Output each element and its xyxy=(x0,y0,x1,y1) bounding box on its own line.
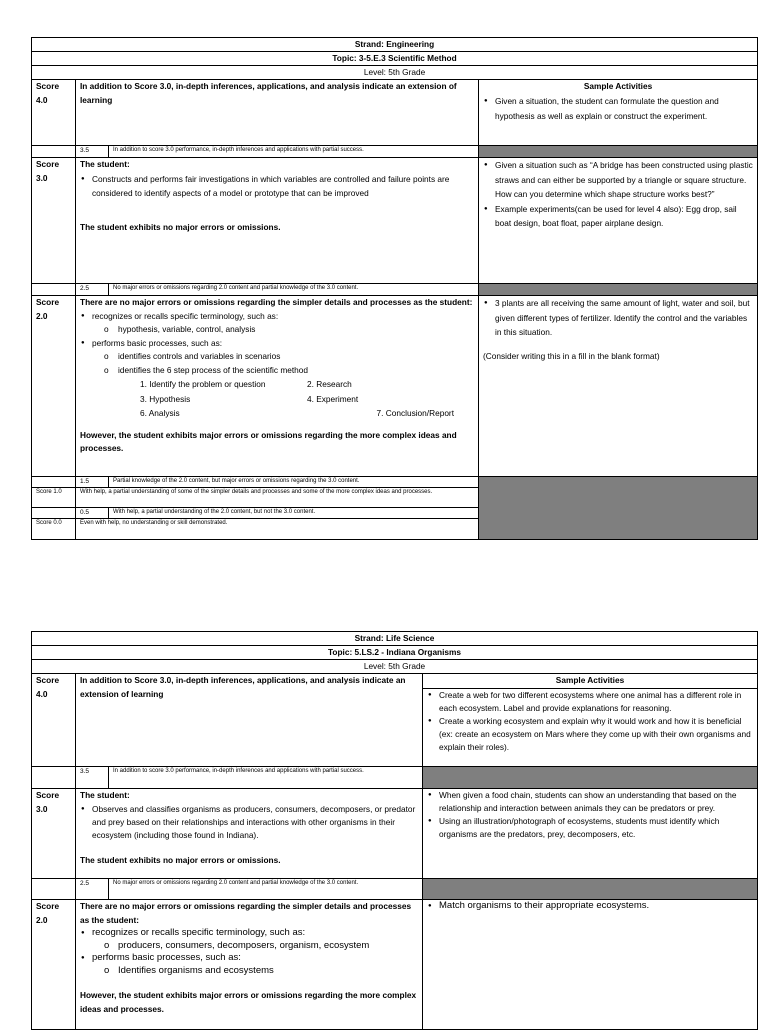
score-3-intro: The student: xyxy=(80,159,130,169)
score-0-5-label: 0.5 xyxy=(76,508,109,519)
score-3-description xyxy=(76,158,479,284)
sample-activities-cell xyxy=(479,296,758,477)
score-1-5-description: Partial knowledge of the 2.0 content, but major errors or omissions regarding the 3.0 content. xyxy=(109,477,479,488)
score-2-description xyxy=(76,296,479,477)
sample-activity: ● Match organisms to their appropriate ecosystems. xyxy=(439,900,753,913)
sample-activity: ● Using an illustration/photograph of ecosystems, students must identify which organisms are the predators, prey, decomposers, etc. xyxy=(439,815,753,841)
sample-activity: ● Given a situation, the student can formulate the question and hypothesis as well as explain or construct the experiment. xyxy=(495,94,753,124)
scientific-method-steps xyxy=(80,377,474,421)
sample-activities-header: Sample Activities xyxy=(583,81,653,91)
shaded-cell xyxy=(423,879,758,900)
level-heading: Level: 5th Grade xyxy=(32,660,758,674)
score-1-5-label: 1.5 xyxy=(76,477,109,488)
step: 1. Identify the problem or question xyxy=(140,379,266,389)
score-3-label: Score 3.0 xyxy=(32,789,76,879)
sample-activities-cell xyxy=(423,789,758,879)
list-subitem: o Identifies organisms and ecosystems xyxy=(118,965,418,978)
topic-heading: Topic: 5.LS.2 - Indiana Organisms xyxy=(32,646,758,660)
rubric-engineering xyxy=(31,37,758,540)
sample-activity: ● Create a working ecosystem and explain why it would work and how it is beneficial (ex: create an ecosystem on Mars where they come up with their own organisms and explain their roles). xyxy=(439,715,753,754)
list-subitem: o identifies the 6 step process of the scientific method xyxy=(118,364,474,378)
sample-activities-cell xyxy=(423,674,758,767)
score-2-intro: There are no major errors or omissions regarding the simpler details and processes as the student: xyxy=(80,901,412,925)
score-3-description xyxy=(76,789,423,879)
list-subitem: o producers, consumers, decomposers, organism, ecosystem xyxy=(118,940,418,953)
score-2-5-description: No major errors or omissions regarding 2.0 content and partial knowledge of the 3.0 content. xyxy=(109,284,479,296)
shaded-cell xyxy=(479,284,758,296)
list-item: ● performs basic processes, such as: o Identifies organisms and ecosystems xyxy=(92,952,418,977)
score-3-5-label: 3.5 xyxy=(76,767,109,789)
score-3-footer: The student exhibits no major errors or omissions. xyxy=(80,854,281,865)
step: 4. Experiment xyxy=(307,393,359,404)
score-3-label: Score 3.0 xyxy=(32,158,76,284)
strand-heading: Strand: Life Science xyxy=(32,632,758,646)
score-4-label: Score 4.0 xyxy=(32,80,76,146)
shaded-cell xyxy=(479,146,758,158)
score-2-5-label: 2.5 xyxy=(76,879,109,900)
shaded-cell xyxy=(479,477,758,540)
strand-heading: Strand: Engineering xyxy=(32,38,758,52)
step: 6. Analysis xyxy=(140,408,180,418)
score-2-description xyxy=(76,900,423,1030)
list-item: ● Observes and classifies organisms as producers, consumers, decomposers, or predator and prey based on their relationships and interactions with other organisms in their ecosystem (including those found in Indiana). xyxy=(92,803,418,842)
list-item: ● recognizes or recalls specific terminology, such as: o hypothesis, variable, control, analysis xyxy=(92,310,474,337)
score-3-footer: The student exhibits no major errors or omissions. xyxy=(80,221,281,232)
step: 7. Conclusion/Report xyxy=(376,408,454,418)
score-4-description: In addition to Score 3.0, in-depth inferences, applications, and analysis indicate an extension of learning xyxy=(76,674,423,767)
score-0-description: Even with help, no understanding or skill demonstrated. xyxy=(76,519,479,540)
sample-activity: ● 3 plants are all receiving the same amount of light, water and soil, but given different types of fertilizer. Identify the control and the variables in this situation. xyxy=(495,296,753,340)
sample-activities-cell xyxy=(479,80,758,146)
sample-activities-header: Sample Activities xyxy=(423,674,757,689)
step: 3. Hypothesis xyxy=(140,393,191,404)
score-3-5-label: 3.5 xyxy=(76,146,109,158)
score-3-intro: The student: xyxy=(80,790,130,800)
sample-activity: ● Example experiments(can be used for level 4 also): Egg drop, sail boat design, boat float, paper airplane design. xyxy=(495,202,753,231)
score-2-intro: There are no major errors or omissions regarding the simpler details and processes as the student: xyxy=(80,297,473,307)
score-4-description: In addition to Score 3.0, in-depth inferences, applications, and analysis indicate an extension of learning xyxy=(76,80,479,146)
step: 2. Research xyxy=(307,379,352,389)
sample-activities-cell xyxy=(479,158,758,284)
level-heading: Level: 5th Grade xyxy=(32,66,758,80)
sample-activity: ● Given a situation such as “A bridge has been constructed using plastic straws and can either be supported by a triangle or square structure. How can you determine which shape structure works best?” xyxy=(495,158,753,202)
sample-activities-cell xyxy=(423,900,758,1030)
rubric-life-science xyxy=(31,631,758,1030)
shaded-cell xyxy=(423,767,758,789)
score-2-5-description: No major errors or omissions regarding 2.0 content and partial knowledge of the 3.0 content. xyxy=(109,879,423,900)
score-2-label: Score 2.0 xyxy=(32,296,76,477)
score-2-footer: However, the student exhibits major errors or omissions regarding the more complex ideas and processes. xyxy=(80,990,417,1014)
score-4-label: Score 4.0 xyxy=(32,674,76,767)
score-3-5-description: In addition to score 3.0 performance, in-depth inferences and applications with partial success. xyxy=(109,767,423,789)
list-subitem: o hypothesis, variable, control, analysis xyxy=(118,323,474,337)
list-item: ● Constructs and performs fair investigations in which variables are controlled and failure points are considered to identify aspects of a model or prototype that can be improved xyxy=(92,172,474,201)
score-2-footer: However, the student exhibits major errors or omissions regarding the more complex ideas and processes. xyxy=(80,429,457,453)
sample-activity: ● Create a web for two different ecosystems where one animal has a different role in each ecosystem. Label and provide explanations for reasoning. xyxy=(439,689,753,715)
score-1-description: With help, a partial understanding of some of the simpler details and processes and some of the more complex ideas and processes. xyxy=(76,488,479,508)
score-2-5-label: 2.5 xyxy=(76,284,109,296)
list-item: ● recognizes or recalls specific terminology, such as: o producers, consumers, decomposers, organism, ecosystem xyxy=(92,927,418,952)
sample-note: (Consider writing this in a fill in the blank format) xyxy=(483,350,660,361)
sample-activity: ● When given a food chain, students can show an understanding that based on the relationship and interaction between animals they can be predators or prey. xyxy=(439,789,753,815)
score-3-5-description: In addition to score 3.0 performance, in-depth inferences and applications with partial success. xyxy=(109,146,479,158)
score-0-label: Score 0.0 xyxy=(32,519,76,540)
list-item: ● performs basic processes, such as: o identifies controls and variables in scenarios o identifies the 6 step process of the scientific method xyxy=(92,337,474,378)
score-2-label: Score 2.0 xyxy=(32,900,76,1030)
score-0-5-description: With help, a partial understanding of the 2.0 content, but not the 3.0 content. xyxy=(109,508,479,519)
topic-heading: Topic: 3-5.E.3 Scientific Method xyxy=(32,52,758,66)
score-1-label: Score 1.0 xyxy=(32,488,76,508)
list-subitem: o identifies controls and variables in scenarios xyxy=(118,350,474,364)
